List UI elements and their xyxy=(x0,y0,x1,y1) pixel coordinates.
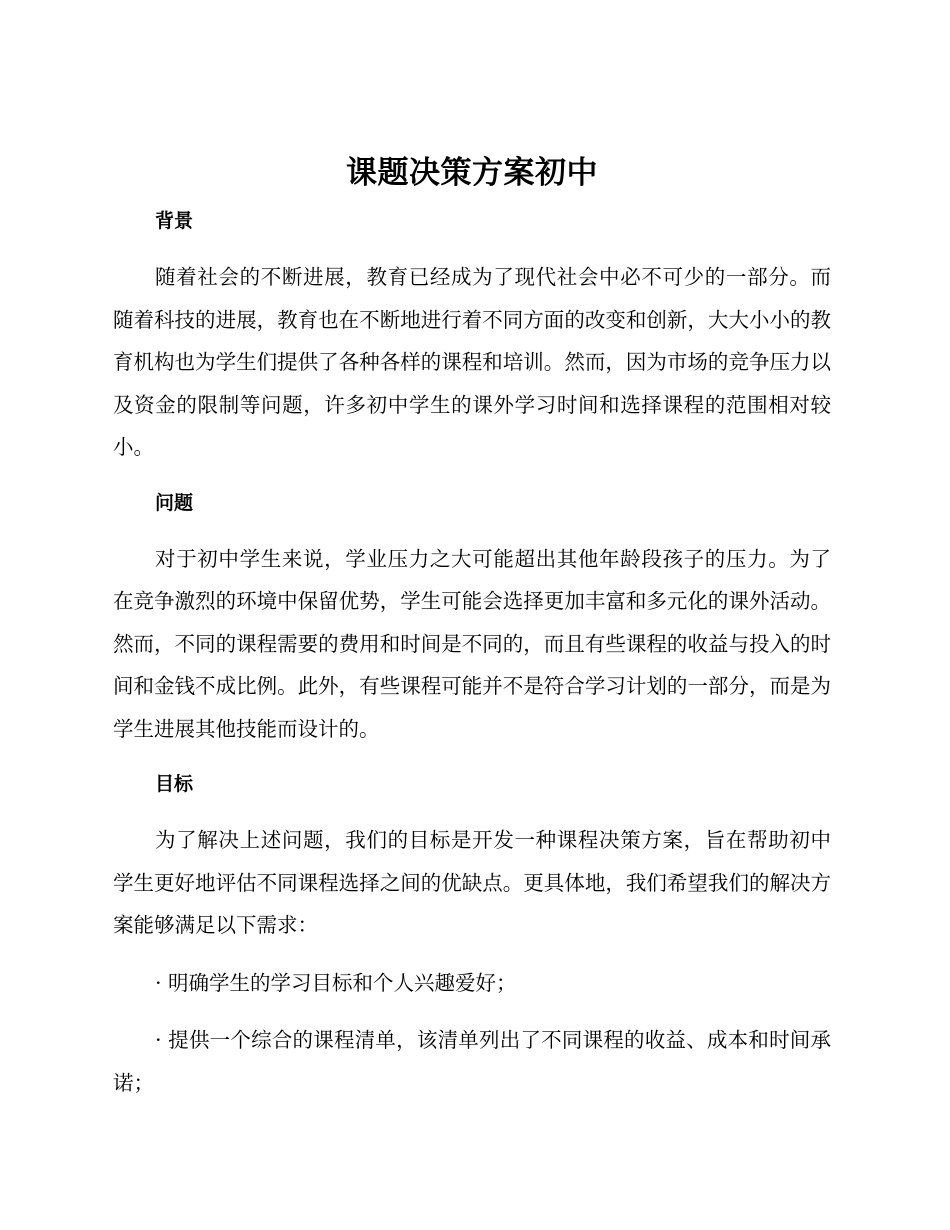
document-title: 课题决策方案初中 xyxy=(346,155,598,191)
section-paragraph-background: 随着社会的不断进展，教育已经成为了现代社会中必不可少的一部分。而随着科技的进展，教育也在不断地进行着不同方面的改变和创新，大大小小的教育机构也为学生们提供了各种各样的课程和培训。然而，因为市场的竞争压力以及资金的限制等问题，许多初中学生的课外学习时间和选择课程的范围相对较小。 xyxy=(113,265,831,459)
list-item: · 明确学生的学习目标和个人兴趣爱好； xyxy=(155,970,517,995)
section-heading-problem: 问题 xyxy=(155,491,194,514)
section-paragraph-problem: 对于初中学生来说，学业压力之大可能超出其他年龄段孩子的压力。为了在竞争激烈的环境中保留优势，学生可能会选择更加丰富和多元化的课外活动。然而，不同的课程需要的费用和时间是不同的，而且有些课程的收益与投入的时间和金钱不成比例。此外，有些课程可能并不是符合学习计划的一部分，而是为学生进展其他技能而设计的。 xyxy=(113,546,831,741)
section-heading-goal: 目标 xyxy=(155,773,194,795)
section-paragraph-goal: 为了解决上述问题，我们的目标是开发一种课程决策方案，旨在帮助初中学生更好地评估不同课程选择之间的优缺点。更具体地，我们希望我们的解决方案能够满足以下需求： xyxy=(113,828,831,937)
document-body xyxy=(113,150,831,1104)
list-item: · 提供一个综合的课程清单，该清单列出了不同课程的收益、成本和时间承诺； xyxy=(113,1028,831,1095)
section-heading-background: 背景 xyxy=(155,210,194,232)
